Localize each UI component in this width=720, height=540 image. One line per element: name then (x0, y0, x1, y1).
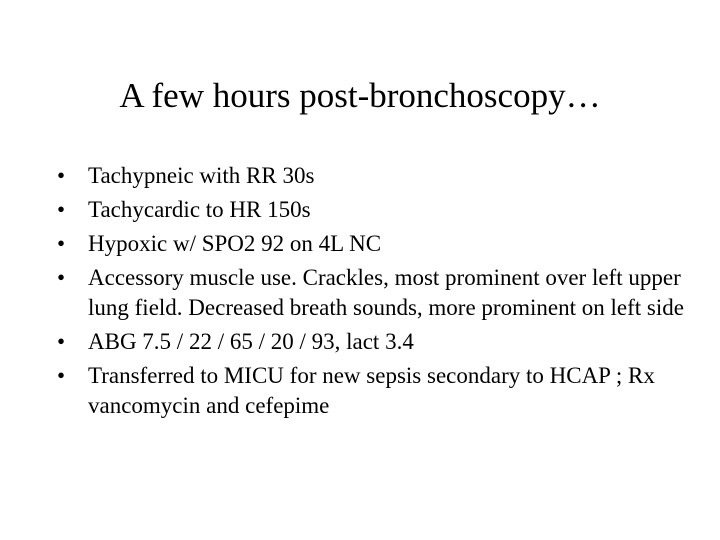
bullet-item (57, 229, 697, 259)
bullet-item (57, 327, 697, 357)
bullet-text: Tachypneic with RR 30s (88, 163, 315, 188)
bullet-marker: • (57, 363, 66, 388)
bullet-marker: • (57, 163, 66, 188)
bullet-text: Accessory muscle use. Crackles, most prominent over left upper lung field. Decreased breath sounds, more prominent on left side (88, 265, 684, 320)
bullet-item (57, 195, 697, 225)
bullet-list (57, 161, 697, 425)
bullet-item (57, 361, 697, 421)
bullet-text: Transferred to MICU for new sepsis secondary to HCAP ; Rx vancomycin and cefepime (88, 363, 655, 418)
bullet-marker: • (57, 329, 66, 354)
bullet-text: ABG 7.5 / 22 / 65 / 20 / 93, lact 3.4 (88, 329, 414, 354)
bullet-item (57, 263, 697, 323)
bullet-marker: • (57, 197, 66, 222)
bullet-text: Tachycardic to HR 150s (88, 197, 311, 222)
bullet-item (57, 161, 697, 191)
slide-title: A few hours post-bronchoscopy… (119, 76, 601, 115)
bullet-text: Hypoxic w/ SPO2 92 on 4L NC (88, 231, 382, 256)
bullet-marker: • (57, 231, 66, 256)
bullet-marker: • (57, 265, 66, 290)
